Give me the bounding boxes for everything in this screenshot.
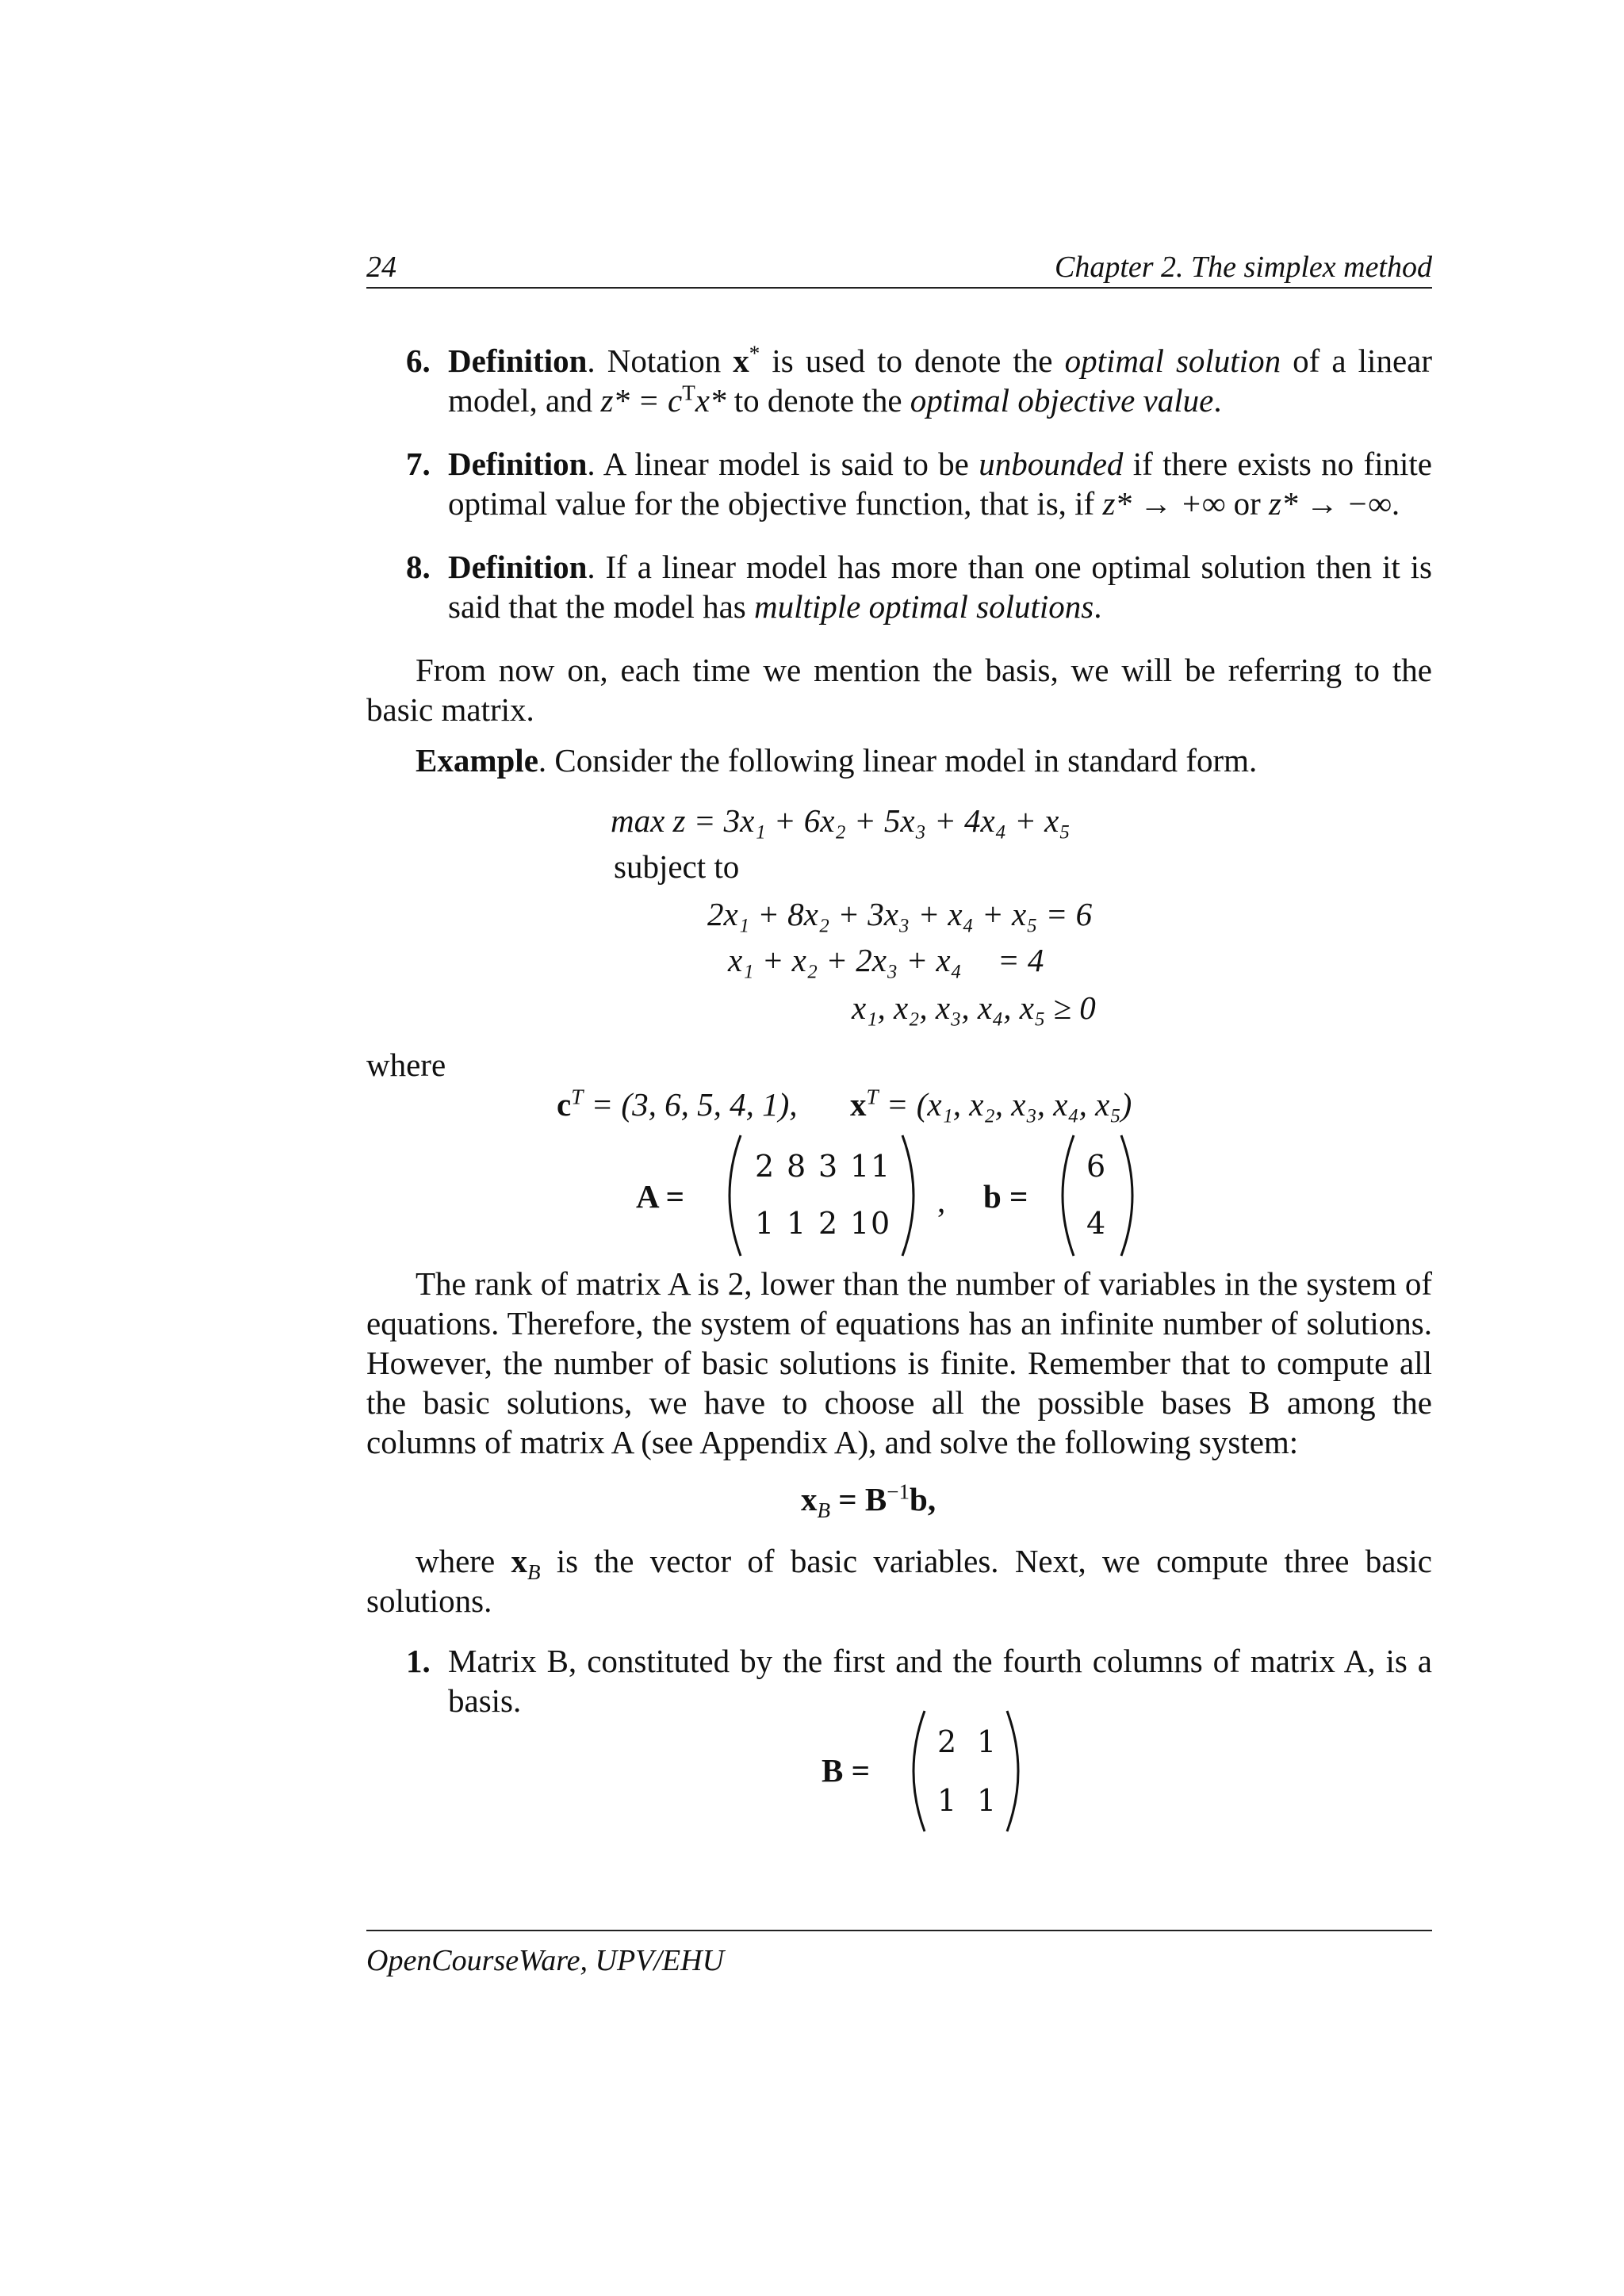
text: where: [416, 1543, 511, 1579]
matrix-cell: 8: [787, 1149, 806, 1184]
text: . Notation: [587, 342, 733, 379]
definition-6: [406, 341, 1432, 420]
matrix-cell: 1: [850, 1149, 870, 1184]
item-number: 1.: [406, 1643, 431, 1679]
paragraph-basis: [366, 650, 1432, 729]
subject-to: subject to: [614, 848, 740, 885]
vector-cell: 6: [1086, 1149, 1106, 1184]
paragraph-text: From now on, each time we mention the basis, we will be referring to the basic matrix.: [366, 652, 1432, 729]
matrix-cell: 1: [755, 1206, 775, 1241]
constraint-2-rhs: = 4: [998, 942, 1044, 978]
math: z* → +∞: [1102, 485, 1226, 522]
matrix-a: [755, 1148, 914, 1243]
matrix-cell: 2: [755, 1149, 775, 1184]
x-vector: = (x₁, x₂, x₃, x₄, x₅): [886, 1086, 1132, 1123]
separator-comma: ,: [937, 1183, 946, 1219]
text: . A linear model is said to be: [587, 446, 979, 482]
vector-b-label: b =: [983, 1178, 1028, 1215]
paragraph-basic-variables: where $x_B$ is the vector of basic variables. Next, we compute three basic solutions.: [366, 1543, 1432, 1620]
text: .: [1213, 382, 1222, 419]
math: *: [749, 341, 760, 365]
text: is used to denote the: [760, 342, 1065, 379]
text: .: [1391, 485, 1400, 522]
vector-b-right-paren: [1115, 1132, 1147, 1259]
objective-function: max z = 3x₁ + 6x₂ + 5x₃ + 4x₄ + x₅: [611, 802, 1071, 839]
header-rule: [366, 287, 1432, 289]
matrix-cell: 1: [787, 1206, 806, 1241]
paragraph-text: The rank of matrix A is 2, lower than the number of variables in the system of equations. Therefore, the system of equations has an infinite number of solutions. However, the number of basic solutions is finite. Remember that to compute all the basic solutions, we have to choose all the possible bases B among the columns of matrix A (see Appendix A), and solve the following system:: [366, 1265, 1432, 1461]
emphasis: multiple optimal solutions: [754, 588, 1094, 626]
example-label: Example: [416, 742, 538, 779]
definition-8: [406, 547, 1432, 626]
matrix-b-left-paren: [899, 1708, 931, 1835]
constraint-1: 2x₁ + 8x₂ + 3x₃ + x₄ + x₅ = 6: [707, 896, 1093, 932]
vectors-line: $c^T = (3$, 6, 5, 4, 1), $x^T = (x_1$, x₂, x₃, x₄, x₅): [557, 1085, 1132, 1123]
math: z* = c: [600, 382, 683, 419]
item-number: 6.: [406, 342, 431, 379]
definition-label: Definition: [448, 342, 588, 379]
math: x: [733, 342, 749, 379]
vector-cell: 4: [1086, 1206, 1106, 1241]
text: if there exists no finite optimal value for the objective function, that is, if: [448, 446, 1432, 522]
math: T: [682, 381, 695, 405]
emphasis: optimal solution: [1064, 342, 1281, 379]
matrix-a-left-paren: [715, 1132, 747, 1259]
paragraph-rank: [366, 1264, 1432, 1462]
page: [366, 0, 1432, 2296]
matrix-b-right-paren: [1001, 1708, 1032, 1835]
matrix-cell: 3: [818, 1149, 838, 1184]
definition-label: Definition: [448, 549, 588, 585]
matrix-cell: 2: [937, 1724, 957, 1759]
text: .: [1094, 588, 1102, 626]
math: x*: [695, 382, 726, 419]
where-label: where: [366, 1047, 446, 1083]
vector-b: [1086, 1148, 1118, 1243]
matrix-cell: 1: [937, 1783, 957, 1818]
emphasis: unbounded: [979, 446, 1124, 482]
basic-solution-equation: $x_B = B^{-1}b$,: [801, 1479, 936, 1523]
text: . If a linear model has more than one optimal solution then it is said that the model has: [448, 549, 1432, 626]
item-number: 8.: [406, 549, 431, 585]
text: . Consider the following linear model in standard form.: [538, 742, 1258, 779]
text: or: [1225, 485, 1269, 522]
matrix-cell: 1: [977, 1724, 997, 1759]
constraint-2-lhs: x₁ + x₂ + 2x₃ + x₄: [728, 942, 962, 978]
matrix-cell: 1: [850, 1206, 870, 1241]
emphasis: optimal objective value: [910, 382, 1214, 419]
math: z* → −∞: [1268, 485, 1392, 522]
definition-7: [406, 444, 1432, 523]
matrix-a-right-paren: [896, 1132, 928, 1259]
text: is the vector of basic variables. Next, we compute three basic solutions.: [366, 1543, 1432, 1620]
page-number: 24: [366, 251, 396, 284]
matrix-cell: 2: [818, 1206, 838, 1241]
definition-label: Definition: [448, 446, 588, 482]
text: of a linear model, and: [448, 342, 1432, 419]
footer-rule: [366, 1930, 1432, 1931]
item-text: Matrix B, constituted by the first and the fourth columns of matrix A, is a basis.: [448, 1643, 1432, 1720]
matrix-b: [934, 1724, 1005, 1819]
matrix-cell: 1: [977, 1783, 997, 1818]
example-intro: [366, 740, 1432, 780]
matrix-a-label: A =: [636, 1178, 684, 1215]
matrix-cell: 1: [871, 1149, 891, 1184]
matrix-cell: 0: [871, 1206, 891, 1241]
matrix-b-label: B =: [822, 1752, 870, 1789]
item-number: 7.: [406, 446, 431, 482]
page-footer: OpenCourseWare, UPV/EHU: [366, 1944, 725, 1977]
nonnegativity: x₁, x₂, x₃, x₄, x₅ ≥ 0: [852, 989, 1096, 1026]
c-vector: = (3, 6, 5, 4, 1),: [591, 1086, 798, 1123]
chapter-title: Chapter 2. The simplex method: [1054, 251, 1432, 284]
vector-b-left-paren: [1048, 1132, 1080, 1259]
text: to denote the: [726, 382, 910, 419]
